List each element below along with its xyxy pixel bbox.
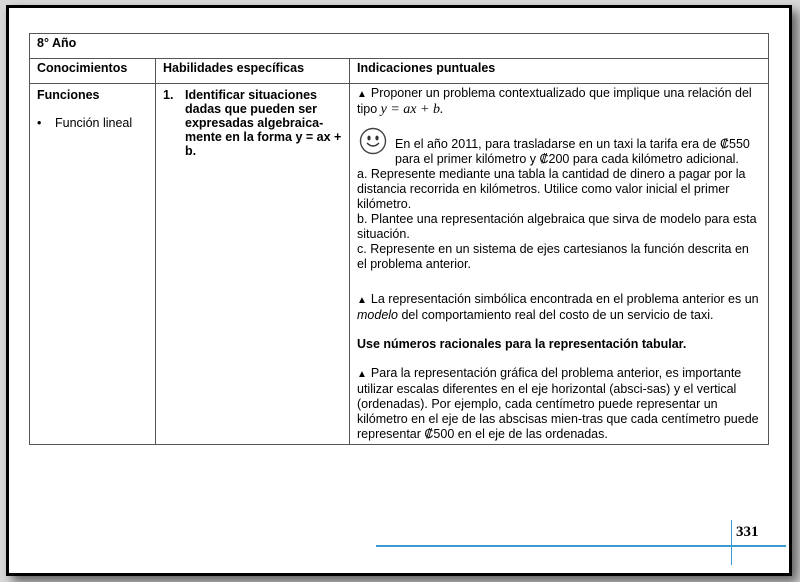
habilidades-cell xyxy=(156,84,350,445)
p4-text: Para la representación gráfica del problema anterior, es importante utilizar escalas diferentes en el eje horizontal (absci-sas) y el vertical (ordenadas). Por ejemplo, cada centímetro puede representar un kilómetro en el eje de las abscisas mien-tras que cada centímetro puede representar ₡500 en el eje de las ordenadas. xyxy=(357,366,759,441)
triangle-bullet-icon: ▲ xyxy=(357,89,367,100)
example-intro-text: En el año 2011, para trasladarse en un taxi la tarifa era de ₡550 para el primer kilómetro y ₡200 para cada kilómetro adicional. xyxy=(395,137,750,166)
document-page xyxy=(6,5,792,576)
footer-rule xyxy=(376,545,786,547)
p1-formula: y = ax + b. xyxy=(380,102,444,117)
grade-header: 8° Año xyxy=(30,34,769,59)
indication-paragraph-4 xyxy=(357,366,761,442)
p2-before: La representación simbólica encontrada en el problema anterior es un xyxy=(370,292,759,306)
topic-bullet xyxy=(37,116,148,130)
page-number: 331 xyxy=(736,524,759,540)
example-item-b: b. Plantee una representación algebraica que sirva de modelo para esta situación. xyxy=(357,212,757,241)
topic-title: Funciones xyxy=(37,88,100,102)
p2-italic: modelo xyxy=(357,308,398,322)
topic-bullet-text: Función lineal xyxy=(55,116,133,130)
example-item-a: a. Represente mediante una tabla la cantidad de dinero a pagar por la distancia recorrida en kilómetros. Utilice como valor inicial el primer kilómetro. xyxy=(357,167,746,211)
smiley-face-icon xyxy=(359,127,387,155)
example-item-c: c. Represente en un sistema de ejes cartesianos la función descrita en el problema anterior. xyxy=(357,242,749,271)
header-habilidades: Habilidades específicas xyxy=(156,59,350,84)
p2-after: del comportamiento real del costo de un servicio de taxi. xyxy=(401,308,714,322)
indication-paragraph-2 xyxy=(357,292,761,323)
triangle-bullet-icon: ▲ xyxy=(357,369,367,380)
triangle-bullet-icon: ▲ xyxy=(357,295,367,306)
header-conocimientos: Conocimientos xyxy=(30,59,156,84)
curriculum-table xyxy=(29,33,769,445)
bullet-icon: • xyxy=(37,116,42,130)
indication-paragraph-1 xyxy=(357,86,761,117)
conocimientos-cell xyxy=(30,84,156,445)
skill-number: 1. xyxy=(163,88,174,102)
example-intro xyxy=(357,137,761,167)
indication-paragraph-3: Use números racionales para la representación tabular. xyxy=(357,337,687,351)
skill-item xyxy=(163,88,342,158)
skill-text: Identificar situaciones dadas que pueden ser expresadas algebraica-mente en la forma y = ax + b. xyxy=(185,88,342,158)
p1-text: Proponer un problema contextualizado que implique una relación del tipo xyxy=(357,86,752,116)
footer-vertical-rule xyxy=(731,520,732,565)
header-indicaciones: Indicaciones puntuales xyxy=(350,59,769,84)
indicaciones-cell xyxy=(350,84,769,445)
